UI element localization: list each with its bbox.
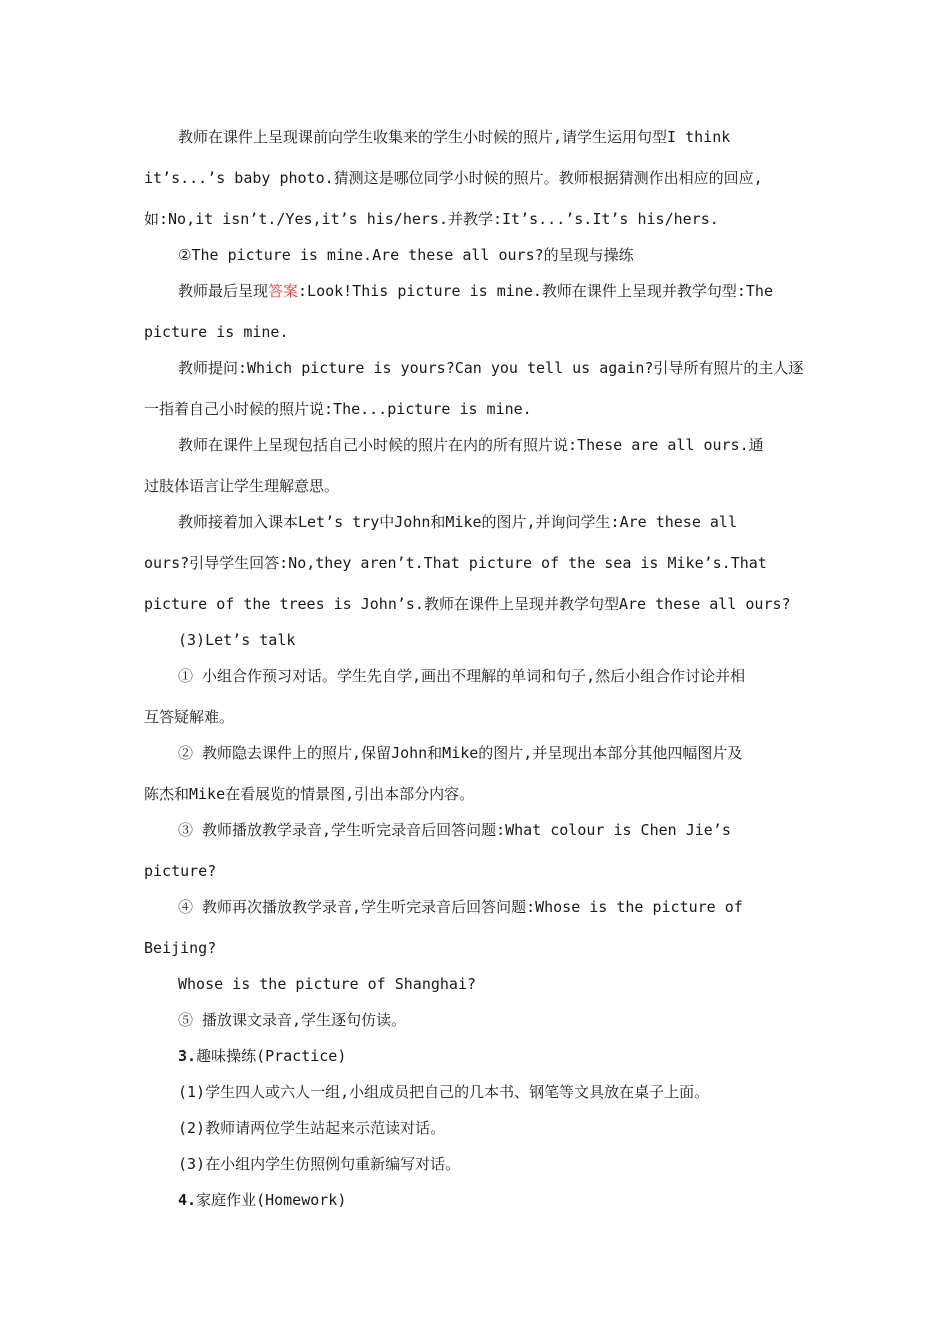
text-line: 教师在课件上呈现课前向学生收集来的学生小时候的照片,请学生运用句型I think (178, 128, 731, 146)
text-line: Whose is the picture of Shanghai? (178, 975, 477, 993)
text-line: ① 小组合作预习对话。学生先自学,画出不理解的单词和句子,然后小组合作讨论并相 (178, 667, 746, 685)
section-title: 趣味操练(Practice) (196, 1047, 347, 1065)
text-line: picture? (144, 862, 217, 880)
text-line: ⑤ 播放课文录音,学生逐句仿读。 (178, 1011, 407, 1029)
text-line: (3)在小组内学生仿照例句重新编写对话。 (178, 1155, 461, 1173)
answer-highlight: 答案 (268, 282, 299, 300)
text-line: picture is mine. (144, 323, 289, 341)
section-number: 4. (178, 1191, 197, 1209)
text-line: 互答疑解难。 (144, 708, 235, 726)
text-line: it’s...’s baby photo.猜测这是哪位同学小时候的照片。教师根据猜测作出相应的回应, (144, 169, 763, 187)
text-line: (2)教师请两位学生站起来示范读对话。 (178, 1119, 446, 1137)
text-line: 一指着自己小时候的照片说:The...picture is mine. (144, 400, 532, 418)
text-line: 教师接着加入课本Let’s try中John和Mike的图片,并询问学生:Are these all (178, 513, 737, 531)
text-line: ②The picture is mine.Are these all ours?的呈现与操练 (178, 246, 634, 264)
text-line: ④ 教师再次播放教学录音,学生听完录音后回答问题:Whose is the picture of (178, 898, 743, 916)
section-title: 家庭作业(Homework) (196, 1191, 347, 1209)
section-heading: (3)Let’s talk (178, 631, 296, 649)
section-heading (178, 1190, 346, 1210)
text-line: 如:No,it isn’t./Yes,it’s his/hers.并教学:It’s...’s.It’s his/hers. (144, 210, 719, 228)
text-line: ours?引导学生回答:No,they aren’t.That picture of the sea is Mike’s.That (144, 554, 767, 572)
text-line: 过肢体语言让学生理解意思。 (144, 477, 340, 495)
text-segment: 教师最后呈现 (178, 282, 269, 300)
text-line: 教师提问:Which picture is yours?Can you tell us again?引导所有照片的主人逐 (178, 359, 804, 377)
text-line: 教师在课件上呈现包括自己小时候的照片在内的所有照片说:These are all ours.通 (178, 436, 764, 454)
text-line: ③ 教师播放教学录音,学生听完录音后回答问题:What colour is Chen Jie’s (178, 821, 731, 839)
text-line: picture of the trees is John’s.教师在课件上呈现并教学句型Are these all ours? (144, 595, 791, 613)
section-number: 3. (178, 1047, 197, 1065)
text-line: (1)学生四人或六人一组,小组成员把自己的几本书、钢笔等文具放在桌子上面。 (178, 1083, 710, 1101)
text-line: 陈杰和Mike在看展览的情景图,引出本部分内容。 (144, 785, 475, 803)
text-line: Beijing? (144, 939, 217, 957)
section-heading (178, 1046, 346, 1066)
text-line (178, 281, 773, 301)
text-segment: :Look!This picture is mine.教师在课件上呈现并教学句型:The (298, 282, 773, 300)
text-line: ② 教师隐去课件上的照片,保留John和Mike的图片,并呈现出本部分其他四幅图片及 (178, 744, 743, 762)
